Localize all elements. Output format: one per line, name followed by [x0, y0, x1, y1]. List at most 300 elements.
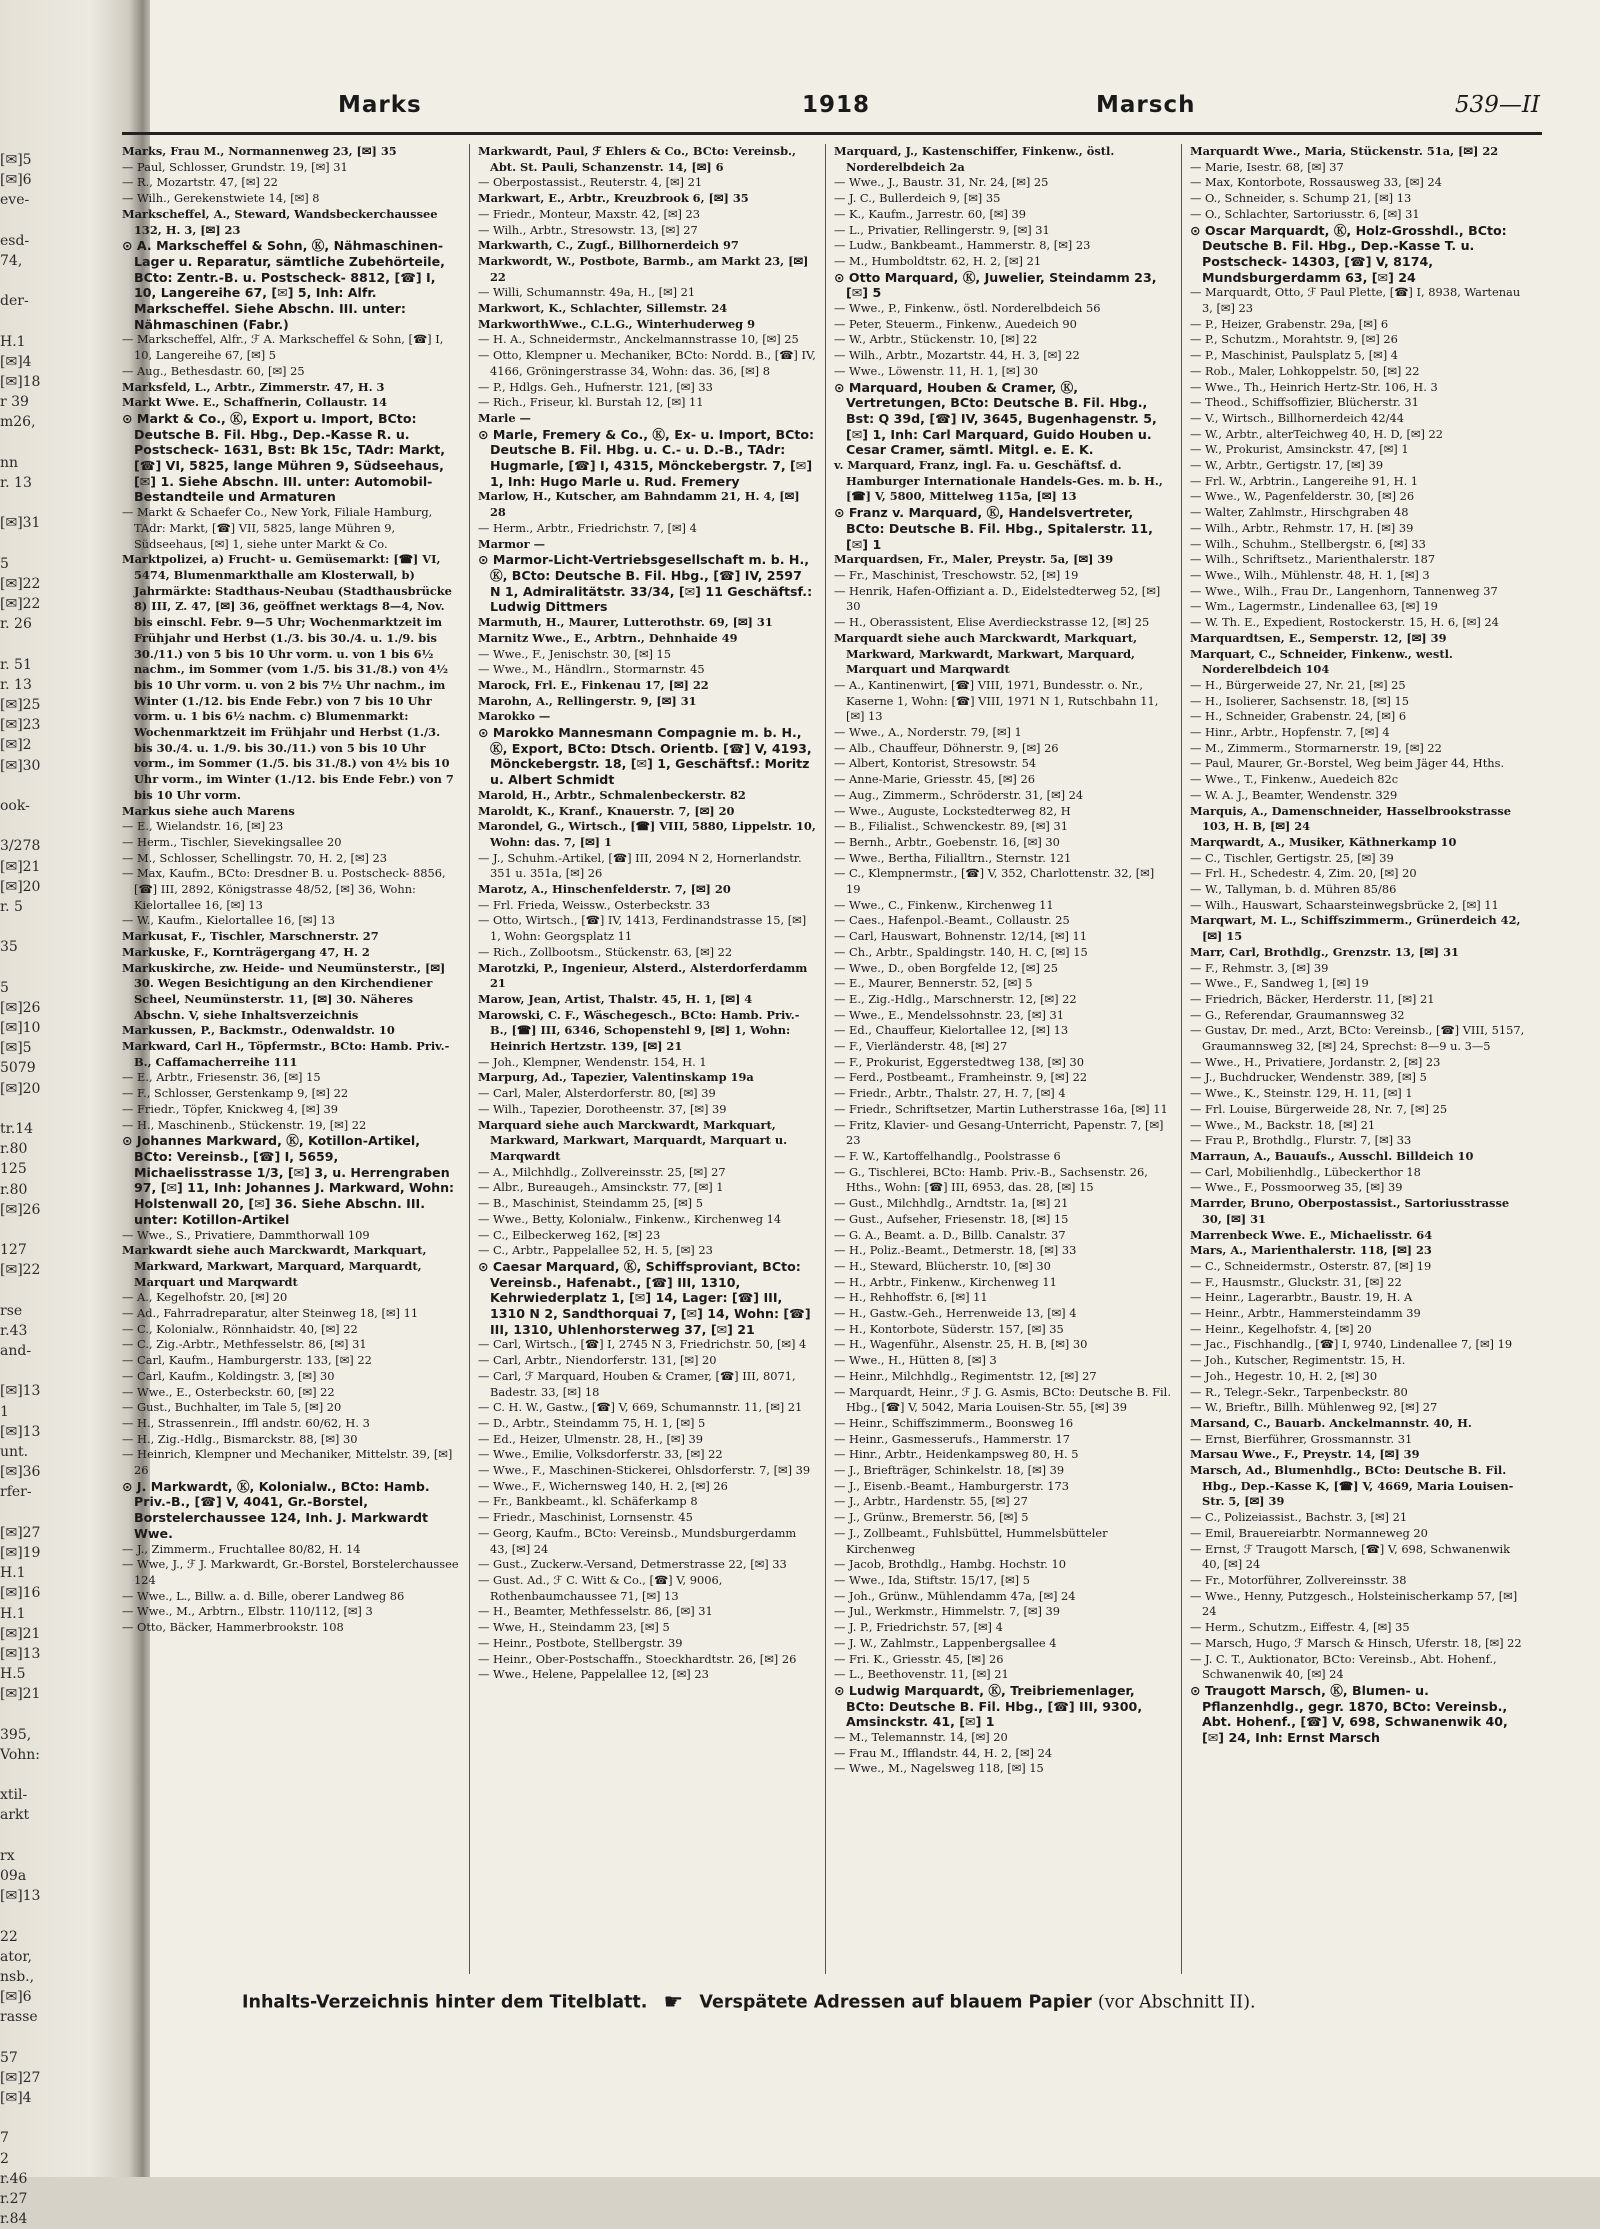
directory-entry: Markus siehe auch Marens: [122, 803, 295, 818]
bleed-fragment: ator,: [0, 1948, 33, 1965]
directory-entry: Markwart, E., Arbtr., Kreuzbrook 6, [✉] 35: [478, 191, 749, 206]
directory-entry: — F., Rehmstr. 3, [✉] 39: [1190, 960, 1329, 975]
bleed-fragment: arkt: [0, 1807, 30, 1824]
bleed-fragment: rse: [0, 1302, 23, 1319]
directory-entry: — Theod., Schiffsoffizier, Blücherstr. 31: [1190, 395, 1419, 410]
bleed-fragment: rfer-: [0, 1484, 32, 1501]
directory-entry: — B., Filialist., Schwenckestr. 89, [✉] 31: [834, 819, 1068, 834]
directory-entry: — Wm., Lagermstr., Lindenallee 63, [✉] 19: [1190, 599, 1438, 614]
directory-entry: — C., Kolonialw., Rönnhaidstr. 40, [✉] 22: [122, 1321, 358, 1336]
directory-entry: — Heinr., Lagerarbtr., Baustr. 19, H. A: [1190, 1290, 1413, 1305]
directory-entry: — C., Klempnermstr., [☎] V, 352, Charlottenstr. 32, [✉] 19: [834, 866, 1155, 897]
directory-columns: [122, 144, 1542, 1974]
directory-entry: Marquis, A., Damenschneider, Hasselbrookstrasse 103, H. B, [✉] 24: [1190, 803, 1512, 834]
directory-entry: Marquardsen, Fr., Maler, Preystr. 5a, [✉] 39: [834, 552, 1114, 567]
directory-entry: — Herm., Tischler, Sievekingsallee 20: [122, 834, 342, 849]
directory-entry: — Friedr., Arbtr., Thalstr. 27, H. 7, [✉] 4: [834, 1086, 1066, 1101]
directory-entry: Maroldt, K., Kranf., Knauerstr. 7, [✉] 20: [478, 803, 735, 818]
bleed-fragment: [✉]20: [0, 1080, 41, 1097]
directory-entry: — Carl, Hauswart, Bohnenstr. 12/14, [✉] 11: [834, 929, 1088, 944]
directory-entry: — D., Arbtr., Steindamm 75, H. 1, [✉] 5: [478, 1415, 706, 1430]
bleed-fragment: 5: [0, 979, 9, 996]
directory-entry: — Hinr., Arbtr., Heidenkampsweg 80, H. 5: [834, 1447, 1079, 1462]
directory-entry: — H., Beamter, Methfesselstr. 86, [✉] 31: [478, 1604, 713, 1619]
bleed-fragment: xtil-: [0, 1787, 28, 1804]
directory-entry: — Otto, Wirtsch., [☎] IV, 1413, Ferdinandstrasse 15, [✉] 1, Wohn: Georgsplatz 11: [478, 913, 807, 944]
directory-entry: — Albr., Bureaugeh., Amsinckstr. 77, [✉] 1: [478, 1180, 724, 1195]
directory-entry: — V., Wirtsch., Billhornerdeich 42/44: [1190, 410, 1405, 425]
directory-entry: ⊙ A. Markscheffel & Sohn, Ⓚ, Nähmaschinen-Lager u. Reparatur, sämtliche Zubehörteile, BCto: Zentr.-B. u. Postscheck- 8812, [☎] I, 10, Langereihe 67, [✉] 5, Inh: Alfr. Markscheffel. Siehe Abschn. III. unter: Nähmaschinen (Fabr.): [122, 238, 445, 332]
directory-entry: Marondel, G., Wirtsch., [☎] VIII, 5880, Lippelstr. 10, Wohn: das. 7, [✉] 1: [478, 819, 816, 849]
directory-entry: — F., Prokurist, Eggerstedtweg 138, [✉] 30: [834, 1054, 1085, 1069]
directory-entry: — Caes., Hafenpol.-Beamt., Collaustr. 25: [834, 913, 1070, 928]
directory-entry: — Wilh., Gerekenstwiete 14, [✉] 8: [122, 191, 320, 206]
bleed-fragment: ook-: [0, 798, 30, 814]
directory-entry: Markwardt, Paul, ℱ Ehlers & Co., BCto: Vereinsb., Abt. St. Pauli, Schanzenstr. 14, [✉] 6: [478, 144, 796, 174]
bleed-fragment: r.43: [0, 1322, 28, 1339]
directory-entry: — Frl. W., Arbtrin., Langereihe 91, H. 1: [1190, 473, 1419, 488]
bleed-fragment: 395,: [0, 1726, 32, 1743]
directory-entry: — Jac., Fischhandlg., [☎] I, 9740, Lindenallee 7, [✉] 19: [1190, 1337, 1513, 1352]
directory-entry: — Wwe., M., Händlrn., Stormarnstr. 45: [478, 662, 705, 677]
directory-entry: — W., Tallyman, b. d. Mühren 85/86: [1190, 882, 1397, 897]
directory-entry: — Heinr., Arbtr., Hammersteindamm 39: [1190, 1306, 1421, 1321]
bleed-fragment: 127: [0, 1242, 27, 1259]
directory-entry: — Jacob, Brothdlg., Hambg. Hochstr. 10: [834, 1557, 1067, 1572]
bleed-fragment: eve-: [0, 192, 30, 209]
directory-entry: — Gust., Buchhalter, im Tale 5, [✉] 20: [122, 1400, 342, 1415]
directory-entry: ⊙ Johannes Markward, Ⓚ, Kotillon-Artikel, BCto: Vereinsb., [☎] I, 5659, Michaelisstrasse 1/3, [✉] 3, u. Herrengraben 97, [✉] 11, Inh: Johannes J. Markward, Wohn: Holstenwall 20, [✉] 36. Siehe Abschn. III. unter: Kotillon-Artikel: [122, 1133, 455, 1227]
bleed-fragment: 2: [0, 2150, 9, 2167]
directory-entry: — Carl, Mobilienhdlg., Lübeckerthor 18: [1190, 1164, 1421, 1179]
directory-entry: — Wwe., F., Wichernsweg 140, H. 2, [✉] 26: [478, 1478, 728, 1493]
directory-entry: — H., Schneider, Grabenstr. 24, [✉] 6: [1190, 709, 1407, 724]
bleed-fragment: 7: [0, 2130, 9, 2147]
directory-entry: — Wilh., Schriftsetz., Marienthalerstr. 187: [1190, 552, 1436, 567]
directory-entry: — Aug., Bethesdastr. 60, [✉] 25: [122, 363, 305, 378]
directory-entry: — Alb., Chauffeur, Döhnerstr. 9, [✉] 26: [834, 740, 1059, 755]
directory-entry: — Friedrich, Bäcker, Herderstr. 11, [✉] 21: [1190, 991, 1435, 1006]
column-separator: [1181, 144, 1182, 1974]
directory-entry: — Frl. Louise, Bürgerweide 28, Nr. 7, [✉] 25: [1190, 1101, 1448, 1116]
directory-entry: — H., Steward, Blücherstr. 10, [✉] 30: [834, 1258, 1051, 1273]
bleed-fragment: [✉]21: [0, 1625, 41, 1642]
directory-entry: — Frau P., Brothdlg., Flurstr. 7, [✉] 33: [1190, 1133, 1412, 1148]
directory-entry: — Georg, Kaufm., BCto: Vereinsb., Mundsburgerdamm 43, [✉] 24: [478, 1525, 797, 1556]
bleed-fragment: and-: [0, 1343, 32, 1360]
directory-entry: — H., Rehhoffstr. 6, [✉] 11: [834, 1290, 988, 1305]
directory-entry: — C., Arbtr., Pappelallee 52, H. 5, [✉] 23: [478, 1243, 713, 1258]
directory-entry: — Carl, Kaufm., Hamburgerstr. 133, [✉] 22: [122, 1353, 372, 1368]
directory-entry: — F., Hausmstr., Gluckstr. 31, [✉] 22: [1190, 1274, 1402, 1289]
bleed-fragment: H.1: [0, 333, 26, 350]
bleed-fragment: [✉]27: [0, 2069, 41, 2086]
bleed-fragment: 5: [0, 555, 9, 572]
directory-entry: Marquardt Wwe., Maria, Stückenstr. 51a, [✉] 22: [1190, 144, 1499, 158]
bleed-fragment: [0, 635, 58, 655]
directory-entry: — Frl. H., Schedestr. 4, Zim. 20, [✉] 20: [1190, 866, 1417, 881]
directory-entry: — Gust., Aufseher, Friesenstr. 18, [✉] 15: [834, 1211, 1069, 1226]
directory-entry: — Fr., Motorführer, Zollvereinsstr. 38: [1190, 1572, 1407, 1587]
directory-entry: — C. H. W., Gastw., [☎] V, 669, Schumannstr. 11, [✉] 21: [478, 1400, 803, 1415]
directory-entry: — Rob., Maler, Lohkoppelstr. 50, [✉] 22: [1190, 363, 1420, 378]
bleed-fragment: r. 13: [0, 475, 32, 491]
directory-entry: — Wwe., F., Possmoorweg 35, [✉] 39: [1190, 1180, 1403, 1195]
bleed-fragment: [0, 816, 58, 836]
directory-entry: Marokko —: [478, 709, 551, 724]
directory-entry: — Wwe., E., Osterbeckstr. 60, [✉] 22: [122, 1384, 335, 1399]
directory-entry: — H., Wagenführ., Alsenstr. 25, H. B, [✉] 30: [834, 1337, 1088, 1352]
bleed-fragment: H.5: [0, 1666, 26, 1683]
directory-entry: — Marquardt, Heinr., ℱ J. G. Asmis, BCto: Deutsche B. Fil. Hbg., [☎] V, 5042, Maria Louisen-Str. 55, [✉] 39: [834, 1384, 1171, 1415]
directory-entry: — Wwe., J., Baustr. 31, Nr. 24, [✉] 25: [834, 175, 1049, 190]
directory-entry: — Wwe., Th., Heinrich Hertz-Str. 106, H. 3: [1190, 379, 1438, 394]
directory-entry: — Heinr., Kegelhofstr. 4, [✉] 20: [1190, 1321, 1372, 1336]
directory-entry: — Oberpostassist., Reuterstr. 4, [✉] 21: [478, 175, 703, 190]
directory-entry: — Joh., Klempner, Wendenstr. 154, H. 1: [478, 1054, 707, 1069]
bleed-fragment: [0, 1765, 58, 1785]
directory-entry: — Henrik, Hafen-Offiziant a. D., Eidelstedterweg 52, [✉] 30: [834, 583, 1161, 614]
bleed-fragment: [✉]21: [0, 1686, 41, 1703]
page-footer: [242, 1990, 1542, 2015]
directory-entry: — Friedr., Monteur, Maxstr. 42, [✉] 23: [478, 206, 701, 221]
column-2: [478, 144, 816, 1974]
directory-page: [112, 40, 1562, 2120]
directory-entry: — M., Zimmerm., Stormarnerstr. 19, [✉] 22: [1190, 740, 1442, 755]
directory-entry: ⊙ Franz v. Marquard, Ⓚ, Handelsvertreter, BCto: Deutsche B. Fil. Hbg., Spitalerstr. 11, [✉] 1: [834, 505, 1153, 552]
directory-entry: Markwardt siehe auch Marckwardt, Markquart, Markward, Markwart, Marquard, Marquardt, Marquart und Marqwardt: [122, 1243, 427, 1289]
directory-entry: — Wwe., Betty, Kolonialw., Finkenw., Kirchenweg 14: [478, 1211, 782, 1226]
directory-entry: Marold, H., Arbtr., Schmalenbeckerstr. 82: [478, 787, 746, 802]
bleed-fragment: [✉]22: [0, 1262, 41, 1279]
directory-entry: — Wilh., Arbtr., Stresowstr. 13, [✉] 27: [478, 222, 698, 237]
directory-entry: — O., Schlachter, Sartoriusstr. 6, [✉] 31: [1190, 206, 1420, 221]
directory-entry: — Wwe., M., Arbtrn., Elbstr. 110/112, [✉] 3: [122, 1604, 373, 1619]
directory-entry: Marquard, J., Kastenschiffer, Finkenw., östl. Norderelbdeich 2a: [834, 144, 1115, 174]
directory-entry: — Fri. K., Griesstr. 45, [✉] 26: [834, 1651, 1004, 1666]
directory-entry: — F., Schlosser, Gerstenkamp 9, [✉] 22: [122, 1086, 349, 1101]
directory-entry: — Gust., Milchhdlg., Arndtstr. 1a, [✉] 21: [834, 1196, 1069, 1211]
bleed-fragment: [✉]23: [0, 717, 41, 734]
directory-entry: — Albert, Kontorist, Stresowstr. 54: [834, 756, 1037, 771]
directory-entry: ⊙ J. Markwardt, Ⓚ, Kolonialw., BCto: Hamb. Priv.-B., [☎] V, 4041, Gr.-Borstel, Borstelerchaussee 124, Inh. J. Markwardt Wwe.: [122, 1478, 430, 1541]
directory-entry: — Wwe., T., Finkenw., Auedeich 82c: [1190, 772, 1399, 787]
bleed-fragment: [✉]13: [0, 1645, 41, 1662]
directory-entry: Markscheffel, A., Steward, Wandsbeckerchaussee 132, H. 3, [✉] 23: [122, 206, 438, 237]
directory-entry: — Fr., Bankbeamt., kl. Schäferkamp 8: [478, 1494, 698, 1509]
directory-entry: Mars, A., Marienthalerstr. 118, [✉] 23: [1190, 1243, 1432, 1258]
bleed-fragment: 125: [0, 1161, 27, 1178]
directory-entry: — Joh., Hegestr. 10, H. 2, [✉] 30: [1190, 1368, 1378, 1383]
directory-entry: — Gust., Zuckerw.-Versand, Detmerstrasse 22, [✉] 33: [478, 1557, 787, 1572]
bleed-fragment: [0, 1281, 58, 1301]
column-3: [834, 144, 1172, 1974]
column-separator: [469, 144, 470, 1974]
directory-entry: ⊙ Marmor-Licht-Vertriebsgesellschaft m. b. H., Ⓚ, BCto: Deutsche B. Fil. Hbg., [☎] IV, 2597 N 1, Admiralitätstr. 33/34, [✉] 11 Geschäftsf.: Ludwig Dittmers: [478, 552, 813, 615]
directory-entry: — J. C., Bullerdeich 9, [✉] 35: [834, 191, 1001, 206]
directory-entry: — Friedr., Töpfer, Knickweg 4, [✉] 39: [122, 1101, 338, 1116]
directory-entry: — Otto, Bäcker, Hammerbrookstr. 108: [122, 1620, 344, 1635]
directory-entry: — F., Vierländerstr. 48, [✉] 27: [834, 1039, 1008, 1054]
bleed-fragment: 35: [0, 939, 18, 956]
directory-entry: ⊙ Marokko Mannesmann Compagnie m. b. H., Ⓚ, Export, BCto: Dtsch. Orientb. [☎] V, 4193, Mönckebergstr. 18, [✉] 1, Geschäftsf.: Moritz u. Albert Schmidt: [478, 725, 812, 788]
directory-entry: Marraun, A., Bauaufs., Ausschl. Billdeich 10: [1190, 1149, 1474, 1163]
directory-entry: — Wwe., S., Privatiere, Dammthorwall 109: [122, 1227, 370, 1242]
directory-entry: — C., Tischler, Gertigstr. 25, [✉] 39: [1190, 850, 1394, 865]
directory-entry: — P., Schutzm., Morahtstr. 9, [✉] 26: [1190, 332, 1398, 347]
bleed-fragment: [0, 433, 58, 453]
directory-entry: — J., Arbtr., Hardenstr. 55, [✉] 27: [834, 1494, 1028, 1509]
directory-entry: — Willi, Schumannstr. 49a, H., [✉] 21: [478, 285, 696, 300]
directory-entry: — Wwe., M., Nagelsweg 118, [✉] 15: [834, 1761, 1044, 1776]
directory-entry: — Ed., Chauffeur, Kielortallee 12, [✉] 13: [834, 1023, 1069, 1038]
directory-entry: — Max, Kontorbote, Rossausweg 33, [✉] 24: [1190, 175, 1442, 190]
footer-late-addresses-note: Verspätete Adressen auf blauem Papier: [699, 1992, 1092, 2013]
directory-entry: Markward, Carl H., Töpfermstr., BCto: Hamb. Priv.-B., Caffamacherreihe 111: [122, 1039, 450, 1069]
directory-entry: — Wilh., Schuhm., Stellbergstr. 6, [✉] 33: [1190, 536, 1426, 551]
directory-entry: — Wwe., Auguste, Lockstedterweg 82, H: [834, 803, 1071, 818]
directory-entry: — A., Kegelhofstr. 20, [✉] 20: [122, 1290, 288, 1305]
directory-entry: — W., Arbtr., Gertigstr. 17, [✉] 39: [1190, 458, 1384, 473]
directory-entry: — Carl, Wirtsch., [☎] I, 2745 N 3, Friedrichstr. 50, [✉] 4: [478, 1337, 807, 1352]
directory-entry: Marqwardt, A., Musiker, Käthnerkamp 10: [1190, 834, 1457, 849]
bleed-fragment: r.80: [0, 1181, 28, 1198]
bleed-fragment: [✉]10: [0, 1020, 41, 1037]
bleed-fragment: [✉]27: [0, 1524, 41, 1541]
directory-entry: Marotz, A., Hinschenfelderstr. 7, [✉] 20: [478, 882, 731, 897]
bleed-fragment: [✉]25: [0, 697, 41, 714]
bleed-fragment: 5079: [0, 1060, 36, 1077]
directory-entry: — Marsch, Hugo, ℱ Marsch & Hinsch, Uferstr. 18, [✉] 22: [1190, 1635, 1522, 1650]
directory-entry: — E., Arbtr., Friesenstr. 36, [✉] 15: [122, 1070, 321, 1085]
directory-entry: — Frl. Frieda, Weissw., Osterbeckstr. 33: [478, 897, 711, 912]
pointing-hand-icon: ☛: [663, 1990, 684, 2015]
bleed-fragment: [0, 1220, 58, 1240]
bleed-fragment: r.46: [0, 2170, 28, 2187]
page-header: [112, 92, 1562, 126]
directory-entry: — O., Schneider, s. Schump 21, [✉] 13: [1190, 191, 1412, 206]
directory-entry: — Wwe., F., Maschinen-Stickerei, Ohlsdorferstr. 7, [✉] 39: [478, 1463, 811, 1478]
bleed-fragment: r. 51: [0, 656, 32, 673]
directory-entry: — J., Zimmerm., Fruchtallee 80/82, H. 14: [122, 1541, 361, 1556]
bleed-fragment: H.1: [0, 1605, 26, 1622]
directory-entry: — Wwe., Emilie, Volksdorferstr. 33, [✉] 22: [478, 1447, 723, 1462]
bleed-fragment: [0, 2027, 58, 2047]
directory-entry: — Peter, Steuerm., Finkenw., Auedeich 90: [834, 316, 1077, 331]
column-separator: [825, 144, 826, 1974]
directory-entry: — Wwe., Löwenstr. 11, H. 1, [✉] 30: [834, 363, 1039, 378]
directory-entry: — Carl, Maler, Alsterdorferstr. 80, [✉] 39: [478, 1086, 716, 1101]
bleed-fragment: [✉]22: [0, 596, 41, 613]
directory-entry: — Wwe., W., Pagenfelderstr. 30, [✉] 26: [1190, 489, 1415, 504]
bleed-fragment: [✉]4: [0, 2090, 32, 2106]
directory-entry: — H., Maschinenb., Stückenstr. 19, [✉] 22: [122, 1117, 367, 1132]
directory-entry: — Wwe., Henny, Putzgesch., Holsteinischerkamp 57, [✉] 24: [1190, 1588, 1518, 1619]
directory-entry: — Ad., Fahrradreparatur, alter Steinweg 18, [✉] 11: [122, 1306, 419, 1321]
directory-entry: — H., Arbtr., Finkenw., Kirchenweg 11: [834, 1274, 1057, 1289]
directory-entry: Marquardtsen, E., Semperstr. 12, [✉] 39: [1190, 630, 1447, 645]
bleed-fragment: unt.: [0, 1444, 29, 1460]
footer-section-note: (vor Abschnitt II).: [1097, 1992, 1256, 2013]
column-4: [1190, 144, 1528, 1974]
directory-entry: — H., Kontorbote, Süderstr. 157, [✉] 35: [834, 1321, 1064, 1336]
directory-entry: Marowski, C. F., Wäschegesch., BCto: Hamb. Priv.-B., [☎] III, 6346, Schopenstehl 9, [✉] 1, Wohn: Heinrich Hertzstr. 139, [✉] 21: [478, 1007, 800, 1054]
bleed-fragment: 22: [0, 1928, 18, 1945]
bleed-fragment: 1: [0, 1403, 9, 1420]
footer-index-note: Inhalts-Verzeichnis hinter dem Titelblatt.: [242, 1992, 648, 2013]
bleed-fragment: [✉]26: [0, 1201, 41, 1218]
bleed-fragment: 57: [0, 2049, 18, 2066]
directory-entry: v. Marquard, Franz, ingl. Fa. u. Geschäftsf. d. Hamburger Internationale Handels-Ges. m. b. H., [☎] V, 5800, Mittelweg 115a, [✉] 13: [834, 458, 1163, 504]
directory-entry: — Frau M., Ifflandstr. 44, H. 2, [✉] 24: [834, 1745, 1053, 1760]
directory-entry: Markwarth, C., Zugf., Billhornerdeich 97: [478, 238, 739, 253]
directory-entry: — G. A., Beamt. a. D., Billb. Canalstr. 37: [834, 1227, 1066, 1242]
directory-entry: Marsch, Ad., Blumenhdlg., BCto: Deutsche B. Fil. Hbg., Dep.-Kasse K, [☎] V, 4669, Maria Louisen-Str. 5, [✉] 39: [1190, 1463, 1514, 1509]
directory-entry: — Otto, Klempner u. Mechaniker, BCto: Nordd. B., [☎] IV, 4166, Gröningerstrasse 34, Wohn: das. 36, [✉] 8: [478, 348, 816, 378]
directory-entry: — Wwe., F., Sandweg 1, [✉] 19: [1190, 976, 1369, 991]
bleed-fragment: [0, 1099, 58, 1119]
directory-entry: — Fritz, Klavier- und Gesang-Unterricht, Papenstr. 7, [✉] 23: [834, 1117, 1164, 1148]
bleed-fragment: [0, 2108, 58, 2128]
directory-entry: Marmuth, H., Maurer, Lutterothstr. 69, [✉] 31: [478, 615, 773, 630]
directory-entry: — J., Briefträger, Schinkelstr. 18, [✉] 39: [834, 1463, 1065, 1478]
directory-entry: — Wwe., F., Jenischstr. 30, [✉] 15: [478, 646, 672, 661]
bleed-fragment: [✉]19: [0, 1544, 41, 1561]
directory-entry: Marotzki, P., Ingenieur, Alsterd., Alsterdorferdamm 21: [478, 960, 808, 991]
directory-entry: — Gust. Ad., ℱ C. Witt & Co., [☎] V, 9006, Rothenbaumchaussee 71, [✉] 13: [478, 1572, 723, 1603]
directory-entry: — Heinr., Schiffszimmerm., Boonsweg 16: [834, 1415, 1074, 1430]
bleed-fragment: [0, 776, 58, 796]
bleed-fragment: [0, 211, 58, 231]
directory-entry: — Wilh., Tapezier, Dorotheenstr. 37, [✉] 39: [478, 1101, 727, 1116]
directory-entry: — R., Mozartstr. 47, [✉] 22: [122, 175, 278, 190]
bleed-fragment: [✉]18: [0, 374, 41, 391]
directory-entry: Marrder, Bruno, Oberpostassist., Sartoriusstrasse 30, [✉] 31: [1190, 1196, 1510, 1226]
directory-entry: ⊙ Otto Marquard, Ⓚ, Juwelier, Steindamm 23, [✉] 5: [834, 269, 1157, 301]
directory-entry: Marmor —: [478, 536, 545, 551]
directory-entry: — C., Eilbeckerweg 162, [✉] 23: [478, 1227, 661, 1242]
directory-entry: — K., Kaufm., Jarrestr. 60, [✉] 39: [834, 206, 1027, 221]
directory-entry: — Friedr., Maschinist, Lornsenstr. 45: [478, 1510, 693, 1525]
bleed-fragment: [0, 312, 58, 332]
directory-entry: ⊙ Traugott Marsch, Ⓚ, Blumen- u. Pflanzenhdlg., gegr. 1870, BCto: Vereinsb., Abt. Hohenf., [☎] V, 698, Schwanenwik 40, [✉] 24, Inh: Ernst Marsch: [1190, 1682, 1508, 1746]
directory-entry: — H., Strassenrein., Iffl andstr. 60/62, H. 3: [122, 1415, 370, 1430]
directory-entry: — Emil, Brauereiarbtr. Normanneweg 20: [1190, 1525, 1428, 1540]
directory-entry: Marquardt siehe auch Marckwardt, Markquart, Markward, Markwardt, Markwart, Marquard, Marquart und Marqwardt: [834, 630, 1138, 677]
bleed-fragment: r.84: [0, 2211, 28, 2228]
directory-entry: — J., Eisenb.-Beamt., Hamburgerstr. 173: [834, 1478, 1070, 1493]
directory-entry: — Wwe., D., oben Borgfelde 12, [✉] 25: [834, 960, 1059, 975]
header-rule: [122, 132, 1542, 135]
directory-entry: — Fr., Maschinist, Treschowstr. 52, [✉] 19: [834, 567, 1079, 582]
directory-entry: — A., Kantinenwirt, [☎] VIII, 1971, Bundesstr. o. Nr., Kaserne 1, Wohn: [☎] VIII, 1971 N 1, Rutschbahn 11, [✉] 13: [834, 677, 1159, 724]
bleed-fragment: r 39: [0, 394, 29, 411]
directory-entry: — Gustav, Dr. med., Arzt, BCto: Vereinsb., [☎] VIII, 5157, Graumannsweg 32, [✉] 24, Sprechst: 8—9 u. 3—5: [1190, 1023, 1525, 1054]
directory-entry: Markwort, K., Schlachter, Sillemstr. 24: [478, 301, 728, 316]
directory-entry: — Wwe., A., Norderstr. 79, [✉] 1: [834, 725, 1022, 740]
directory-entry: Marks, Frau M., Normannenweg 23, [✉] 35: [122, 144, 397, 158]
bleed-fragment: [0, 493, 58, 513]
directory-entry: Marr, Carl, Brothdlg., Grenzstr. 13, [✉] 31: [1190, 944, 1459, 959]
directory-entry: — L., Beethovenstr. 11, [✉] 21: [834, 1667, 1009, 1682]
directory-entry: — G., Referendar, Graumannsweg 32: [1190, 1007, 1405, 1022]
directory-entry: Markussen, P., Backmstr., Odenwaldstr. 10: [122, 1023, 395, 1038]
bleed-fragment: [✉]4: [0, 353, 32, 370]
directory-entry: ⊙ Marquard, Houben & Cramer, Ⓚ, Vertretungen, BCto: Deutsche B. Fil. Hbg., Bst: Q 39d, [☎] IV, 3645, Bugenhagenstr. 5, [✉] 1, Inh: Carl Marquard, Guido Houben u. Cesar Cramer, sämtl. Mitgl. e. E. K.: [834, 379, 1157, 458]
directory-entry: Marnitz Wwe., E., Arbtrn., Dehnhaide 49: [478, 630, 738, 645]
bleed-fragment: [✉]6: [0, 172, 32, 189]
directory-entry: — Wwe., Ida, Stiftstr. 15/17, [✉] 5: [834, 1572, 1030, 1587]
directory-entry: — Wwe., H., Privatiere, Jordanstr. 2, [✉] 23: [1190, 1054, 1441, 1069]
bleed-fragment: [✉]36: [0, 1464, 41, 1481]
bleed-fragment: [0, 1906, 58, 1926]
directory-entry: — Aug., Zimmerm., Schröderstr. 31, [✉] 24: [834, 787, 1084, 802]
directory-entry: — Friedr., Schriftsetzer, Martin Lutherstrasse 16a, [✉] 11: [834, 1101, 1168, 1116]
directory-entry: — Rich., Zollbootsm., Stückenstr. 63, [✉] 22: [478, 944, 733, 959]
directory-entry: — J., Buchdrucker, Wendenstr. 389, [✉] 5: [1190, 1070, 1427, 1085]
directory-entry: — E., Wielandstr. 16, [✉] 23: [122, 819, 284, 834]
bleed-fragment: [0, 917, 58, 937]
directory-entry: — W., Arbtr., Stückenstr. 10, [✉] 22: [834, 332, 1038, 347]
bleed-fragment: [✉]13: [0, 1383, 41, 1400]
directory-entry: ⊙ Markt & Co., Ⓚ, Export u. Import, BCto: Deutsche B. Fil. Hbg., Dep.-Kasse R. u. Postscheck- 1631, Bst: Bk 15c, TAdr: Markt, [☎] VI, 5825, lange Mühren 9, Südseehaus, [✉] 1. Siehe Abschn. III. unter: Automobil-Bestandteile und Armaturen: [122, 410, 446, 505]
directory-entry: — Wwe., C., Finkenw., Kirchenweg 11: [834, 897, 1054, 912]
bleed-fragment: [✉]22: [0, 575, 41, 592]
directory-entry: — Bernh., Arbtr., Goebenstr. 16, [✉] 30: [834, 834, 1060, 849]
directory-entry: — J. W., Zahlmstr., Lappenbergsallee 4: [834, 1635, 1057, 1650]
directory-entry: — Ludw., Bankbeamt., Hammerstr. 8, [✉] 23: [834, 238, 1091, 253]
directory-entry: — H. A., Schneidermstr., Anckelmannstrasse 10, [✉] 25: [478, 332, 799, 347]
directory-entry: — C., Schneidermstr., Osterstr. 87, [✉] 19: [1190, 1258, 1432, 1273]
directory-entry: — Joh., Kutscher, Regimentstr. 15, H.: [1190, 1353, 1406, 1368]
directory-entry: Marohn, A., Rellingerstr. 9, [✉] 31: [478, 693, 697, 708]
directory-entry: Markusat, F., Tischler, Marschnerstr. 27: [122, 929, 379, 944]
bleed-fragment: [✉]26: [0, 999, 41, 1016]
directory-entry: — Jul., Werkmstr., Himmelstr. 7, [✉] 39: [834, 1604, 1061, 1619]
directory-entry: — Herm., Schutzm., Eiffestr. 4, [✉] 35: [1190, 1620, 1410, 1635]
directory-entry: — W., Prokurist, Amsinckstr. 47, [✉] 1: [1190, 442, 1409, 457]
directory-entry: Marow, Jean, Artist, Thalstr. 45, H. 1, [✉] 4: [478, 991, 753, 1006]
directory-entry: — H., Gastw.-Geh., Herrenweide 13, [✉] 4: [834, 1306, 1077, 1321]
directory-entry: — Marquardt, Otto, ℱ Paul Plette, [☎] I, 8938, Wartenau 3, [✉] 23: [1190, 285, 1521, 316]
directory-entry: — Ed., Heizer, Ulmenstr. 28, H., [✉] 39: [478, 1431, 704, 1446]
directory-entry: Markuske, F., Kornträgergang 47, H. 2: [122, 944, 370, 959]
bleed-fragment: r. 26: [0, 616, 32, 633]
bleed-fragment: [✉]13: [0, 1423, 41, 1440]
bleed-fragment: [✉]5: [0, 1040, 32, 1057]
bleed-fragment: r. 13: [0, 676, 32, 693]
bleed-fragment: H.1: [0, 1565, 26, 1582]
directory-entry: — E., Maurer, Bennerstr. 52, [✉] 5: [834, 976, 1033, 991]
bleed-fragment: 09a: [0, 1867, 27, 1884]
bleed-fragment: rasse: [0, 2009, 38, 2026]
bleed-fragment: der-: [0, 293, 29, 310]
bleed-fragment: rx: [0, 1847, 15, 1864]
directory-entry: Marktpolizei, a) Frucht- u. Gemüsemarkt: [☎] VI, 5474, Blumenmarkthalle am Klosterwall, b) Jahrmärkte: Stadthaus-Neubau (Stadthausbrücke 8) III, Z. 47, [✉] 36, geöffnet werktags 8—4, Nov. bis einschl. Febr. 9—5 Uhr; Wochenmarktzeit im Frühjahr und Herbst (1./3. bis 30./4. u. 1./9. bis 30./11.) von 5 bis 10 Uhr vorm. u. von 1 bis 6½ nachm., im Sommer (vom 1./5. bis 31./8.) von 4½ bis 10 Uhr vorm. u. von 2 bis 7½ Uhr nachm., im Winter (1./12. bis Ende Febr.) von 7 bis 10 Uhr vorm. u. 1 bis 6½ nachm. c) Blumenmarkt: Wochenmarktzeit im Frühjahr und Herbst (1./3. bis 30./4. u. 1./9. bis 30./11.) von 5 bis 10 Uhr vorm., im Sommer (1./5. bis 31./8.) von 4½ bis 10 Uhr vorm., im Winter (1./12. bis Ende Febr.) von 7 bis 10 Uhr vorm.: [122, 552, 454, 802]
directory-entry: Markuskirche, zw. Heide- und Neumünsterstr., [✉] 30. Wegen Besichtigung an den Kirchendiener Scheel, Neumünsterstr. 11, [✉] 30. Näheres Abschn. V, siehe Inhaltsverzeichnis: [122, 960, 446, 1022]
directory-entry: — C., Zig.-Arbtr., Methfesselstr. 86, [✉] 31: [122, 1337, 367, 1352]
directory-entry: — W., Brieftr., Billh. Mühlenweg 92, [✉] 27: [1190, 1400, 1438, 1415]
directory-entry: — L., Privatier, Rellingerstr. 9, [✉] 31: [834, 222, 1050, 237]
header-year: 1918: [802, 92, 871, 118]
bleed-fragment: [0, 1503, 58, 1523]
directory-entry: — G., Tischlerei, BCto: Hamb. Priv.-B., Sachsenstr. 26, Hths., Wohn: [☎] III, 6953, das. 28, [✉] 15: [834, 1164, 1148, 1195]
directory-entry: — Wwe, H., Steindamm 23, [✉] 5: [478, 1620, 670, 1635]
directory-entry: — Carl, Arbtr., Niendorferstr. 131, [✉] 20: [478, 1353, 717, 1368]
directory-entry: — H., Poliz.-Beamt., Detmerstr. 18, [✉] 33: [834, 1243, 1077, 1258]
directory-entry: — Carl, ℱ Marquard, Houben & Cramer, [☎] III, 8071, Badestr. 33, [✉] 18: [478, 1368, 796, 1399]
directory-entry: — Heinrich, Klempner und Mechaniker, Mittelstr. 39, [✉] 26: [122, 1447, 453, 1478]
